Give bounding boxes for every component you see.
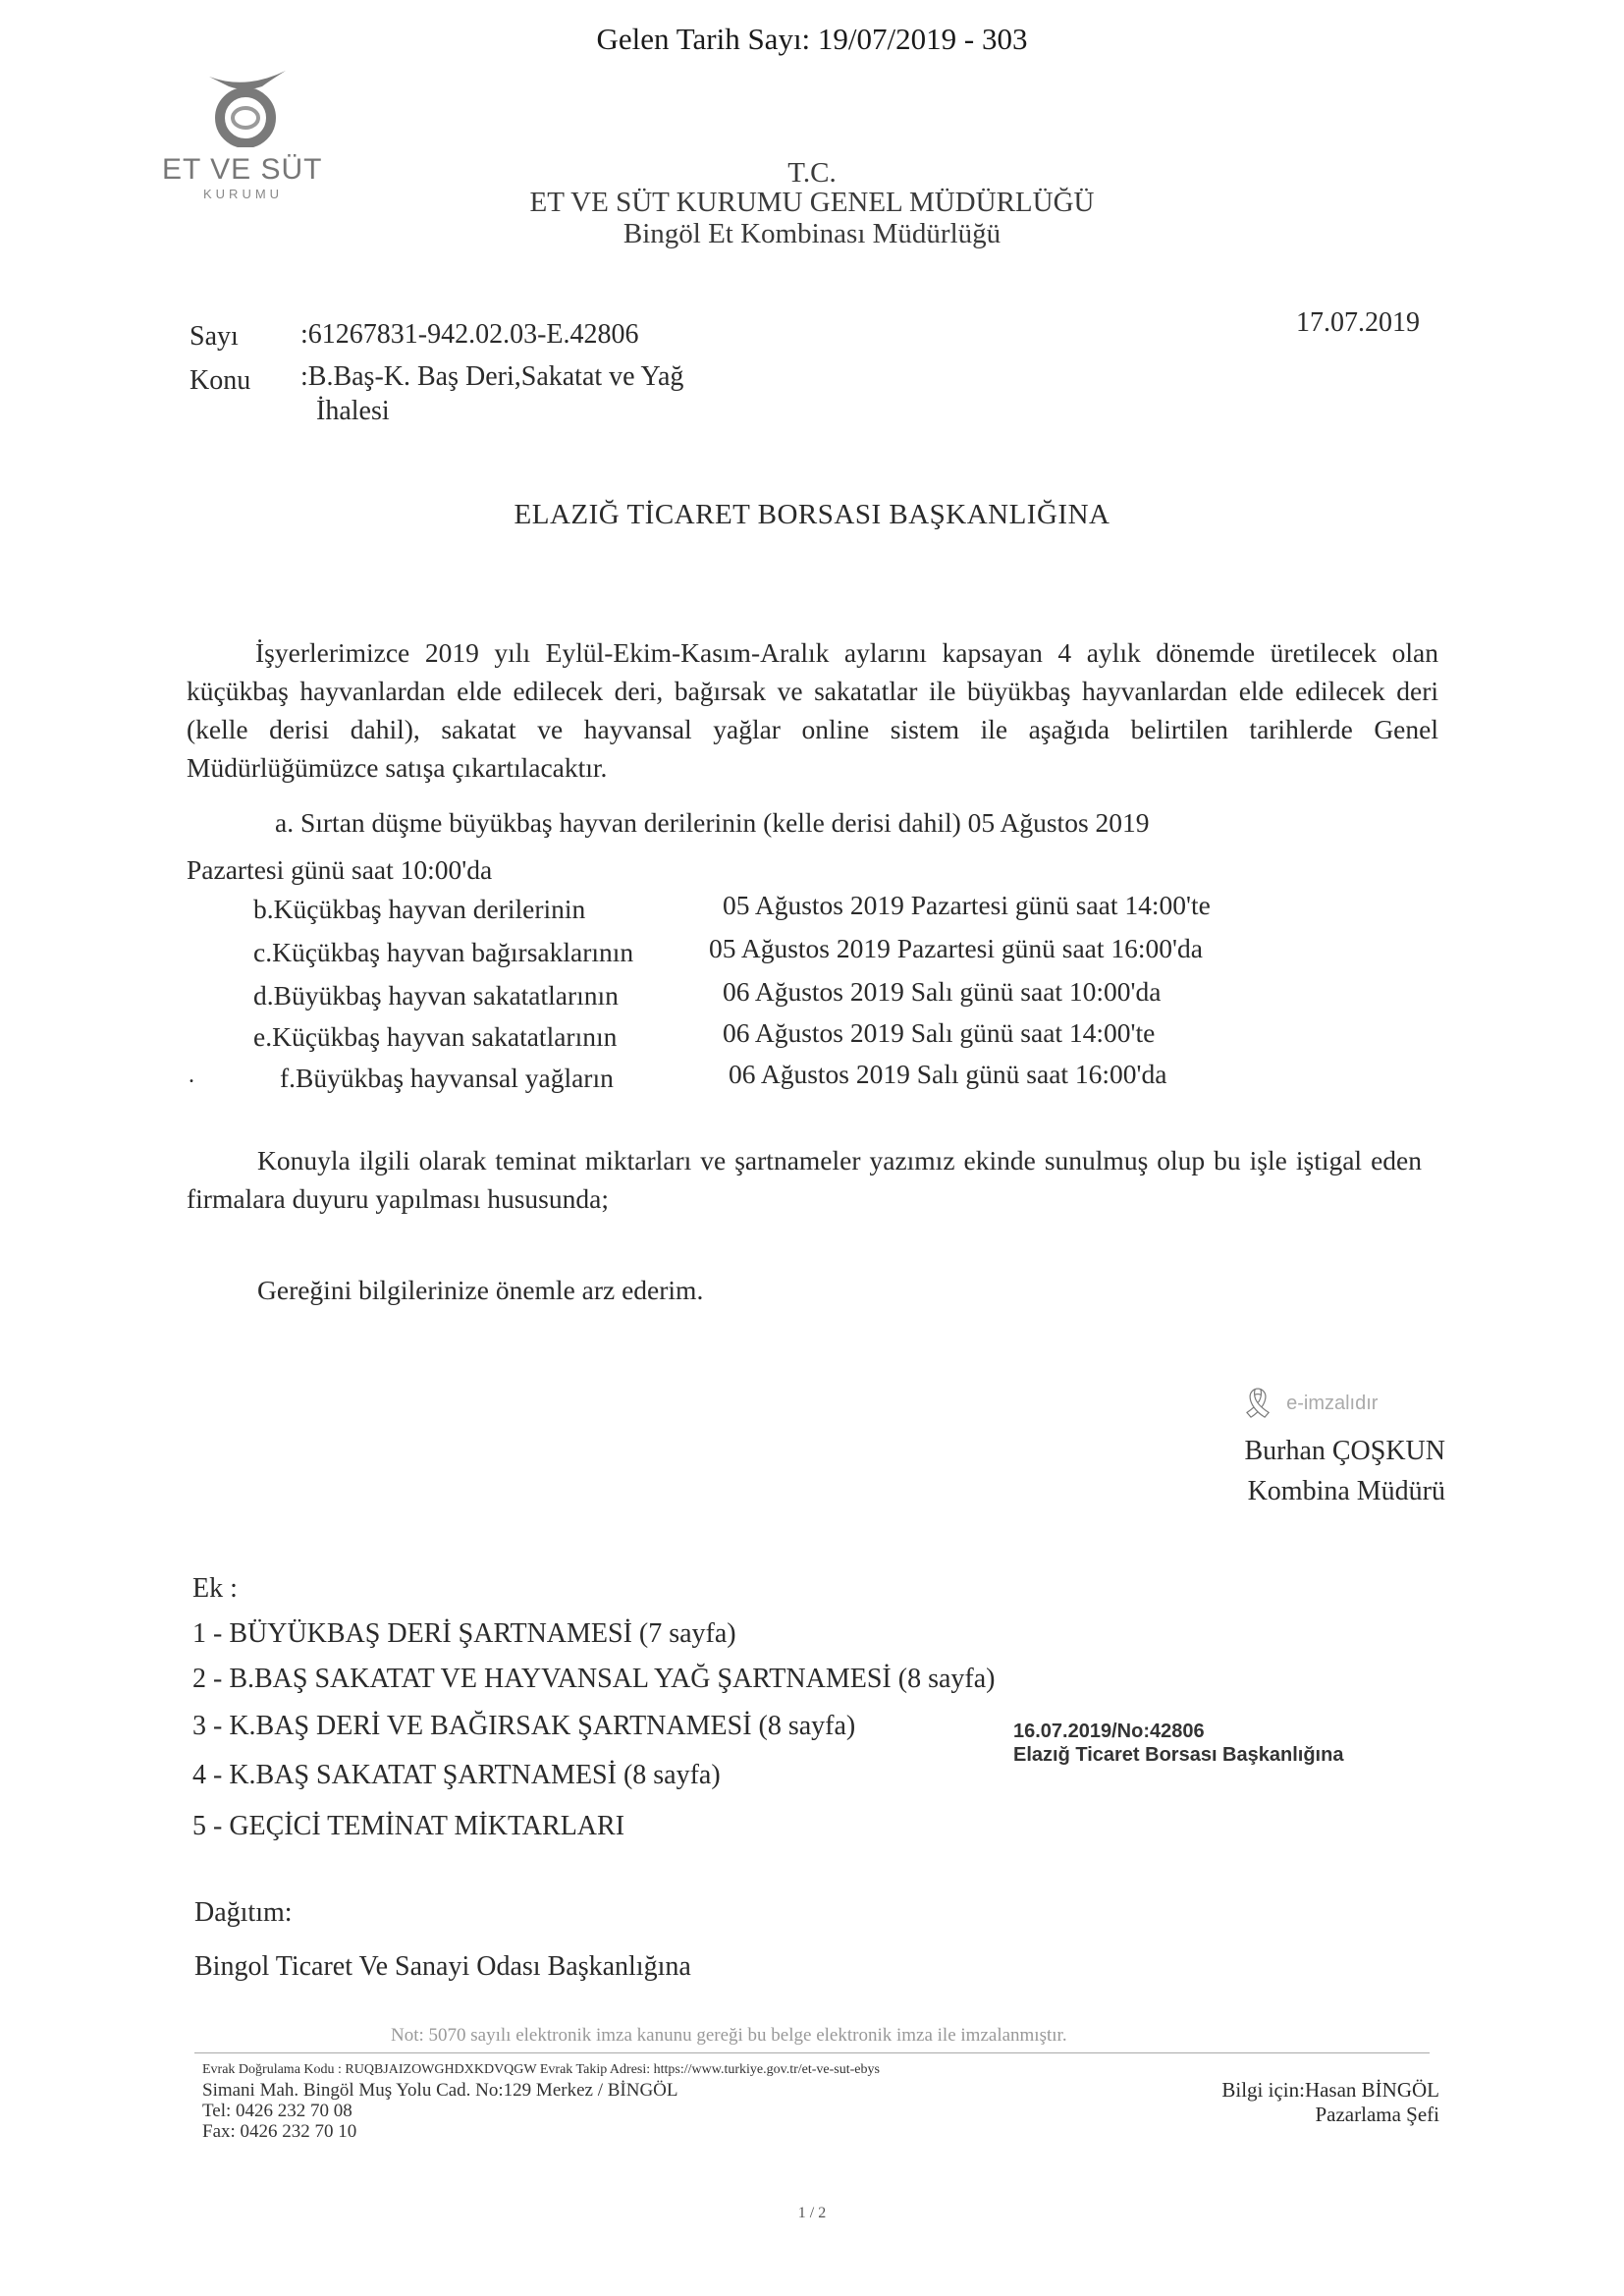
registration-stamp-number: 16.07.2019/No:42806 [1013, 1721, 1205, 1742]
duyuru-paragraph [187, 1141, 1422, 1218]
konu-value-cont: İhalesi [316, 396, 390, 426]
konu-value: :B.Baş-K. Baş Deri,Sakatat ve Yağ [300, 361, 684, 392]
attachment-item: 4 - K.BAŞ SAKATAT ŞARTNAMESİ (8 sayfa) [192, 1760, 721, 1790]
footer-fax: Fax: 0426 232 70 10 [202, 2121, 357, 2142]
signer-name: Burhan ÇOŞKUN [1244, 1436, 1445, 1466]
item-a: a. Sırtan düşme büyükbaş hayvan derilerinin (kelle derisi dahil) 05 Ağustos 2019 [275, 807, 1150, 838]
item-e-date: 06 Ağustos 2019 Salı günü saat 14:00'te [723, 1017, 1156, 1048]
item-f-label: f.Büyükbaş hayvansal yağların [280, 1063, 614, 1093]
e-signature-note: Not: 5070 sayılı elektronik imza kanunu gereği bu belge elektronik imza ile imzalanmıştır. [391, 2025, 1067, 2046]
logo-emblem-icon [201, 69, 290, 147]
item-f-date: 06 Ağustos 2019 Salı günü saat 16:00'da [729, 1059, 1167, 1089]
item-e-label: e.Küçükbaş hayvan sakatatlarının [253, 1021, 618, 1052]
e-signature-mark [1239, 1387, 1378, 1421]
heading-unit: Bingöl Et Kombinası Müdürlüğü [623, 218, 1001, 249]
stray-mark: . [189, 1063, 194, 1088]
intro-text: İşyerlerimizce 2019 yılı Eylül-Ekim-Kasım-Aralık aylarını kapsayan 4 aylık dönemde üretilecek olan küçükbaş hayvanlardan elde edilecek deri, bağırsak ve sakatatlar ile büyükbaş hayvanlardan elde edilecek deri (kelle derisi dahil), sakatat ve hayvansal yağlar online sistem ile aşağıda belirtilen tarihlerde Genel Müdürlüğümüzce satışa çıkartılacaktır. [187, 637, 1438, 783]
intro-paragraph [187, 633, 1438, 787]
verification-code: Evrak Doğrulama Kodu : RUQBJAIZOWGHDXKDVQGW Evrak Takip Adresi: https://www.turkiye.gov.tr/et-ve-sut-ebys [202, 2062, 880, 2077]
logo-name: ET VE SÜT [162, 153, 323, 186]
logo-sub: KURUMU [203, 187, 284, 201]
attachment-item: 3 - K.BAŞ DERİ VE BAĞIRSAK ŞARTNAMESİ (8 sayfa) [192, 1711, 856, 1741]
footer-phone: Tel: 0426 232 70 08 [202, 2101, 352, 2121]
heading-tc: T.C. [787, 157, 837, 189]
e-signature-text: e-imzalıdır [1286, 1392, 1379, 1414]
item-c-date: 05 Ağustos 2019 Pazartesi günü saat 16:00'da [709, 933, 1203, 963]
item-b-label: b.Küçükbaş hayvan derilerinin [253, 894, 586, 924]
distribution-label: Dağıtım: [194, 1897, 293, 1928]
footer-address: Simani Mah. Bingöl Muş Yolu Cad. No:129 Merkez / BİNGÖL [202, 2080, 678, 2101]
duyuru-text: Konuyla ilgili olarak teminat miktarları ve şartnameler yazımız ekinde sunulmuş olup bu işle iştigal eden firmalara duyuru yapılması hususunda; [187, 1145, 1422, 1214]
registration-stamp-recipient: Elazığ Ticaret Borsası Başkanlığına [1013, 1744, 1344, 1766]
attachments-label: Ek : [192, 1573, 238, 1604]
distribution-recipient: Bingol Ticaret Ve Sanayi Odası Başkanlığına [194, 1951, 691, 1982]
sayi-label: Sayı [189, 321, 239, 352]
item-d-date: 06 Ağustos 2019 Salı günü saat 10:00'da [723, 976, 1162, 1007]
item-a-cont: Pazartesi günü saat 10:00'da [187, 854, 493, 885]
heading-institution: ET VE SÜT KURUMU GENEL MÜDÜRLÜĞÜ [529, 187, 1095, 218]
closing-line: Gereğini bilgilerinize önemle arz ederim. [257, 1275, 704, 1305]
info-contact [1221, 2078, 1439, 2127]
item-b-date: 05 Ağustos 2019 Pazartesi günü saat 14:00'te [723, 890, 1211, 920]
item-c-label: c.Küçükbaş hayvan bağırsaklarının [253, 937, 634, 967]
page-number: 1 / 2 [797, 2205, 827, 2221]
incoming-date-stamp: Gelen Tarih Sayı: 19/07/2019 - 303 [596, 22, 1028, 56]
sayi-value: :61267831-942.02.03-E.42806 [300, 319, 639, 350]
footer-contact [202, 2059, 880, 2142]
item-d-label: d.Büyükbaş hayvan sakatatlarının [253, 980, 619, 1011]
attachment-item: 1 - BÜYÜKBAŞ DERİ ŞARTNAMESİ (7 sayfa) [192, 1618, 736, 1649]
signer-title: Kombina Müdürü [1247, 1476, 1445, 1506]
footer-divider [194, 2052, 1430, 2053]
info-person: Bilgi için:Hasan BİNGÖL [1221, 2078, 1439, 2102]
attachment-item: 5 - GEÇİCİ TEMİNAT MİKTARLARI [192, 1811, 625, 1841]
attachment-item: 2 - B.BAŞ SAKATAT VE HAYVANSAL YAĞ ŞARTNAMESİ (8 sayfa) [192, 1664, 996, 1694]
document-date: 17.07.2019 [1296, 307, 1420, 338]
info-title: Pazarlama Şefi [1315, 2103, 1439, 2126]
addressee: ELAZIĞ TİCARET BORSASI BAŞKANLIĞINA [514, 499, 1110, 530]
ribbon-seal-icon: 🎗 [1239, 1388, 1277, 1420]
konu-label: Konu [189, 365, 251, 396]
